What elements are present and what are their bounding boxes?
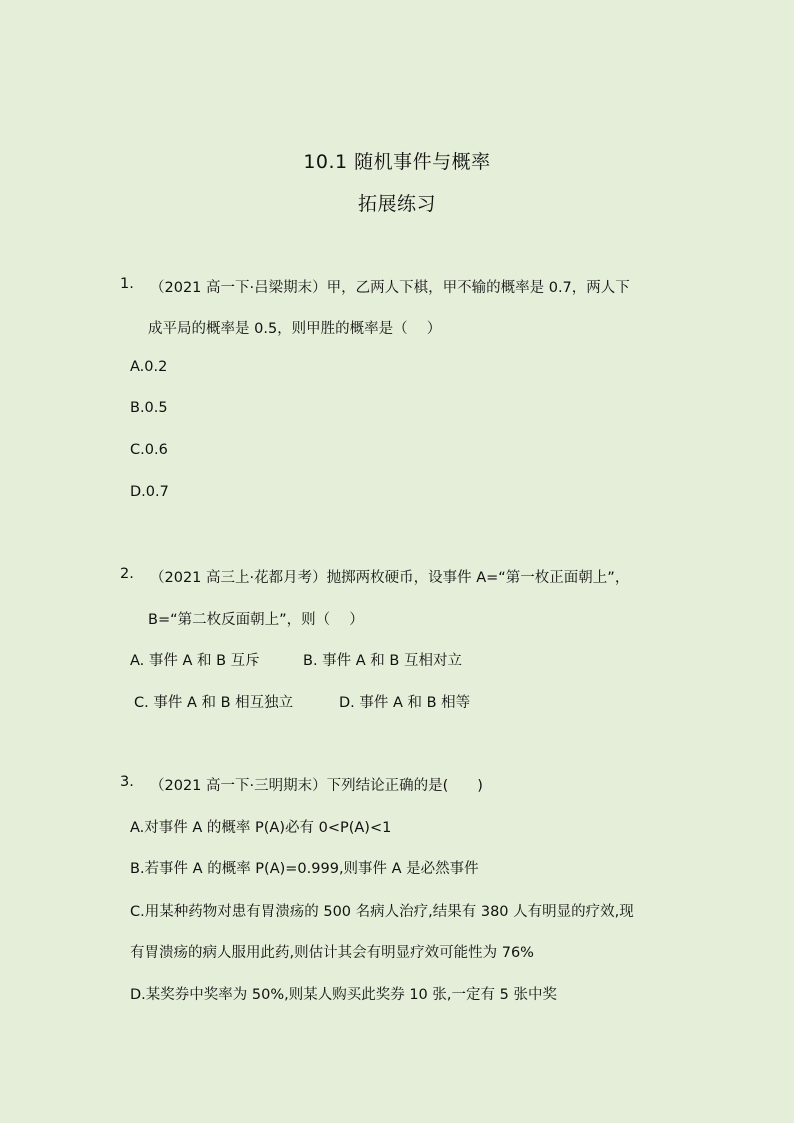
option-b: B.若事件 A 的概率 P(A)=0.999,则事件 A 是必然事件 — [130, 861, 479, 877]
option-c: C. 事件 A 和 B 相互独立 — [134, 695, 294, 711]
document-title: 10.1 随机事件与概率 — [303, 151, 491, 173]
option-a: A. 事件 A 和 B 互斥 — [130, 653, 260, 669]
option-c-continued: 有胃溃疡的病人服用此药,则估计其会有明显疗效可能性为 76% — [130, 945, 534, 961]
question-stem-line: 成平局的概率是 0.5，则甲胜的概率是（ ） — [148, 321, 442, 337]
question-number: 1. — [120, 276, 134, 292]
option-c: C.用某种药物对患有胃溃疡的 500 名病人治疗,结果有 380 人有明显的疗效,现 — [130, 904, 634, 920]
question-stem-line: （2021 高一下·三明期末）下列结论正确的是( ) — [150, 778, 483, 794]
option-d: D.0.7 — [130, 484, 169, 500]
question-number: 3. — [120, 774, 134, 790]
option-d: D. 事件 A 和 B 相等 — [339, 695, 471, 711]
option-a: A.对事件 A 的概率 P(A)必有 0<P(A)<1 — [130, 820, 392, 836]
option-b: B. 事件 A 和 B 互相对立 — [303, 653, 462, 669]
option-b: B.0.5 — [130, 400, 168, 416]
question-stem-line: B=“第二枚反面朝上”，则（ ） — [148, 612, 364, 628]
option-a: A.0.2 — [130, 359, 168, 375]
question-number: 2. — [120, 566, 134, 582]
question-stem-line: （2021 高一下·吕梁期末）甲，乙两人下棋，甲不输的概率是 0.7，两人下 — [150, 280, 630, 296]
question-stem-line: （2021 高三上·花都月考）抛掷两枚硬币，设事件 A=“第一枚正面朝上”， — [150, 570, 630, 586]
option-c: C.0.6 — [130, 442, 168, 458]
document-subtitle: 拓展练习 — [357, 193, 436, 215]
option-d: D.某奖券中奖率为 50%,则某人购买此奖券 10 张,一定有 5 张中奖 — [130, 987, 557, 1003]
